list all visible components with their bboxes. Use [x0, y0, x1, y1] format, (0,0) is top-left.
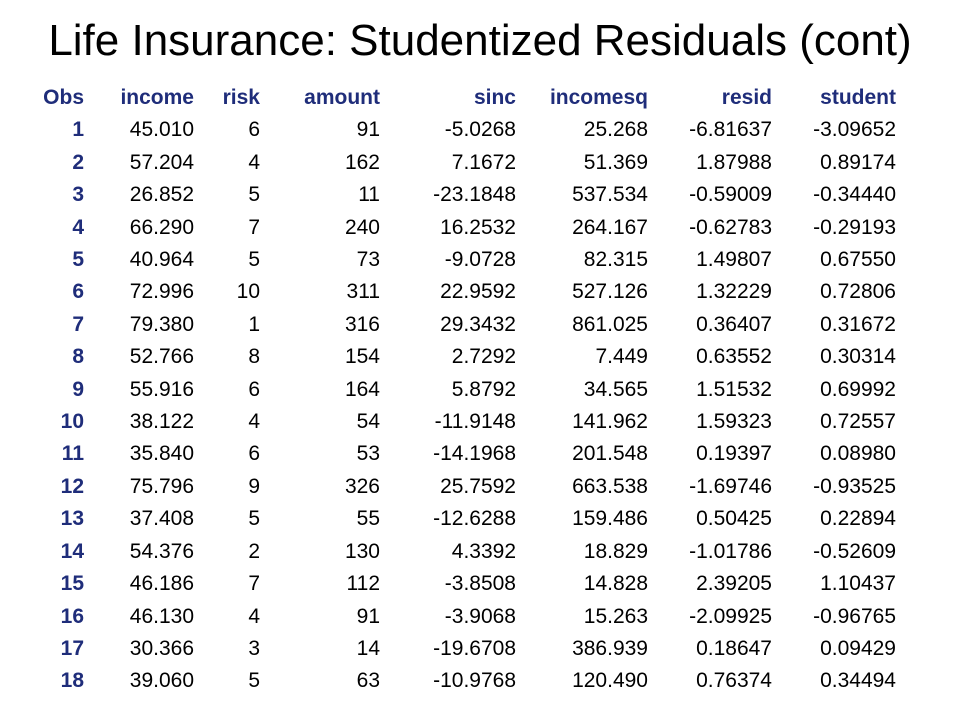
column-header-risk: risk: [222, 86, 260, 109]
cell-risk: 3: [248, 636, 260, 660]
cell-incomesq: 264.167: [572, 215, 648, 239]
cell-incomesq: 141.962: [572, 410, 648, 434]
column-header-incomesq: incomesq: [549, 86, 648, 109]
cell-obs: 18: [60, 669, 84, 693]
cell-incomesq: 7.449: [595, 345, 648, 369]
cell-risk: 4: [248, 604, 260, 628]
cell-amount: 164: [344, 377, 380, 401]
cell-risk: 10: [236, 280, 260, 304]
slide-title: Life Insurance: Studentized Residuals (cont): [48, 16, 912, 65]
cell-amount: 54: [356, 410, 380, 434]
cell-risk: 2: [248, 539, 260, 563]
cell-risk: 6: [248, 377, 260, 401]
cell-obs: 11: [61, 442, 84, 466]
cell-resid: 0.18647: [696, 636, 772, 660]
cell-amount: 63: [356, 669, 380, 693]
cell-resid: 1.51532: [696, 377, 772, 401]
cell-incomesq: 663.538: [572, 474, 648, 498]
cell-resid: 1.59323: [696, 410, 772, 434]
table-row: [24, 341, 896, 373]
cell-amount: 162: [344, 150, 380, 174]
cell-incomesq: 15.263: [583, 604, 648, 628]
table-row: [24, 633, 896, 665]
cell-risk: 7: [248, 572, 260, 596]
cell-risk: 6: [248, 442, 260, 466]
cell-income: 40.964: [129, 248, 194, 272]
cell-amount: 326: [344, 474, 380, 498]
cell-risk: 5: [248, 507, 260, 531]
cell-resid: 0.19397: [696, 442, 772, 466]
cell-resid: 0.63552: [696, 345, 772, 369]
cell-resid: 0.36407: [696, 312, 772, 336]
table-row: [24, 471, 896, 503]
cell-sinc: 29.3432: [440, 312, 516, 336]
cell-student: 0.08980: [820, 442, 896, 466]
cell-sinc: -9.0728: [444, 248, 516, 272]
cell-income: 54.376: [129, 539, 194, 563]
cell-income: 79.380: [129, 312, 194, 336]
cell-amount: 11: [358, 183, 380, 207]
column-header-obs: Obs: [43, 86, 84, 109]
cell-amount: 311: [346, 280, 380, 304]
cell-income: 39.060: [129, 669, 194, 693]
table-row: [24, 244, 896, 276]
column-header-student: student: [820, 86, 896, 109]
cell-income: 45.010: [129, 118, 194, 142]
cell-student: 1.10437: [820, 572, 896, 596]
cell-obs: 16: [60, 604, 84, 628]
table-row: [24, 212, 896, 244]
cell-income: 66.290: [129, 215, 194, 239]
cell-incomesq: 527.126: [572, 280, 648, 304]
cell-incomesq: 82.315: [583, 248, 648, 272]
cell-risk: 5: [248, 669, 260, 693]
cell-sinc: 22.9592: [440, 280, 516, 304]
cell-income: 38.122: [129, 410, 194, 434]
cell-obs: 13: [60, 507, 84, 531]
cell-incomesq: 386.939: [572, 636, 648, 660]
cell-income: 57.204: [129, 150, 194, 174]
cell-risk: 5: [248, 183, 260, 207]
column-header-sinc: sinc: [473, 86, 516, 109]
cell-student: 0.67550: [820, 248, 896, 272]
cell-income: 30.366: [129, 636, 194, 660]
cell-sinc: 5.8792: [451, 377, 516, 401]
cell-sinc: -3.9068: [444, 604, 516, 628]
cell-student: 0.72557: [820, 410, 896, 434]
table-row: [24, 179, 896, 211]
cell-obs: 5: [72, 248, 84, 272]
table-body: [24, 114, 896, 697]
cell-student: 0.34494: [820, 669, 896, 693]
table-row: [24, 276, 896, 308]
cell-obs: 1: [72, 118, 84, 142]
cell-obs: 10: [60, 410, 84, 434]
cell-resid: 0.76374: [696, 669, 772, 693]
table-row: [24, 536, 896, 568]
cell-sinc: -10.9768: [433, 669, 516, 693]
cell-student: -0.93525: [813, 474, 896, 498]
cell-student: 0.72806: [820, 280, 896, 304]
cell-risk: 4: [248, 150, 260, 174]
cell-sinc: -5.0268: [444, 118, 516, 142]
cell-income: 72.996: [129, 280, 194, 304]
residuals-table: [24, 82, 896, 698]
cell-resid: -1.69746: [689, 474, 772, 498]
cell-obs: 12: [60, 474, 84, 498]
cell-resid: 2.39205: [696, 572, 772, 596]
table-row: [24, 665, 896, 697]
cell-obs: 9: [72, 377, 84, 401]
cell-student: 0.69992: [820, 377, 896, 401]
cell-incomesq: 201.548: [572, 442, 648, 466]
cell-resid: 1.49807: [696, 248, 772, 272]
cell-incomesq: 18.829: [583, 539, 648, 563]
cell-incomesq: 51.369: [583, 150, 648, 174]
column-header-resid: resid: [721, 86, 772, 109]
table-header-row: [24, 82, 896, 114]
cell-amount: 55: [356, 507, 380, 531]
cell-amount: 91: [356, 604, 380, 628]
cell-sinc: -12.6288: [433, 507, 516, 531]
cell-risk: 7: [248, 215, 260, 239]
cell-resid: -1.01786: [689, 539, 772, 563]
cell-risk: 5: [248, 248, 260, 272]
cell-student: 0.30314: [820, 345, 896, 369]
table-row: [24, 568, 896, 600]
cell-income: 35.840: [129, 442, 194, 466]
cell-student: -0.52609: [813, 539, 896, 563]
cell-student: -0.29193: [813, 215, 896, 239]
cell-incomesq: 861.025: [572, 312, 648, 336]
cell-amount: 112: [346, 572, 380, 596]
column-header-amount: amount: [304, 86, 380, 109]
cell-incomesq: 25.268: [583, 118, 648, 142]
cell-amount: 316: [344, 312, 380, 336]
cell-amount: 53: [356, 442, 380, 466]
cell-income: 55.916: [129, 377, 194, 401]
cell-obs: 7: [72, 312, 84, 336]
cell-obs: 4: [72, 215, 84, 239]
cell-sinc: 16.2532: [440, 215, 516, 239]
table-row: [24, 374, 896, 406]
table-row: [24, 406, 896, 438]
cell-obs: 2: [72, 150, 84, 174]
cell-obs: 15: [60, 572, 84, 596]
cell-income: 75.796: [129, 474, 194, 498]
cell-sinc: 2.7292: [451, 345, 516, 369]
cell-obs: 14: [60, 539, 84, 563]
cell-sinc: 7.1672: [451, 150, 516, 174]
cell-amount: 14: [356, 636, 380, 660]
cell-risk: 9: [248, 474, 260, 498]
cell-risk: 1: [248, 312, 260, 336]
table-row: [24, 147, 896, 179]
cell-risk: 6: [248, 118, 260, 142]
cell-student: 0.22894: [820, 507, 896, 531]
cell-resid: 1.32229: [696, 280, 772, 304]
cell-incomesq: 120.490: [572, 669, 648, 693]
table-row: [24, 114, 896, 146]
cell-resid: -6.81637: [689, 118, 772, 142]
cell-sinc: -3.8508: [444, 572, 516, 596]
cell-amount: 240: [344, 215, 380, 239]
cell-incomesq: 159.486: [572, 507, 648, 531]
cell-risk: 8: [248, 345, 260, 369]
cell-income: 37.408: [129, 507, 194, 531]
cell-student: -3.09652: [813, 118, 896, 142]
cell-incomesq: 14.828: [583, 572, 648, 596]
cell-sinc: 4.3392: [451, 539, 516, 563]
table-row: [24, 438, 896, 470]
cell-incomesq: 537.534: [572, 183, 648, 207]
cell-income: 52.766: [129, 345, 194, 369]
column-header-income: income: [120, 86, 194, 109]
cell-resid: -0.62783: [689, 215, 772, 239]
cell-amount: 130: [344, 539, 380, 563]
cell-amount: 91: [356, 118, 380, 142]
cell-sinc: -19.6708: [433, 636, 516, 660]
cell-risk: 4: [248, 410, 260, 434]
cell-resid: 0.50425: [696, 507, 772, 531]
cell-student: -0.96765: [813, 604, 896, 628]
cell-sinc: -14.1968: [433, 442, 516, 466]
cell-obs: 8: [72, 345, 84, 369]
table-row: [24, 503, 896, 535]
cell-resid: -0.59009: [689, 183, 772, 207]
cell-student: 0.31672: [820, 312, 896, 336]
cell-sinc: 25.7592: [440, 474, 516, 498]
cell-income: 46.186: [129, 572, 194, 596]
cell-student: 0.09429: [820, 636, 896, 660]
cell-obs: 3: [72, 183, 84, 207]
cell-student: 0.89174: [820, 150, 896, 174]
table-row: [24, 601, 896, 633]
cell-sinc: -23.1848: [433, 183, 516, 207]
cell-student: -0.34440: [813, 183, 896, 207]
cell-incomesq: 34.565: [583, 377, 648, 401]
cell-resid: -2.09925: [689, 604, 772, 628]
cell-sinc: -11.9148: [434, 410, 516, 434]
cell-income: 26.852: [129, 183, 194, 207]
cell-amount: 73: [356, 248, 380, 272]
cell-income: 46.130: [129, 604, 194, 628]
cell-obs: 6: [72, 280, 84, 304]
cell-obs: 17: [60, 636, 84, 660]
table-row: [24, 309, 896, 341]
cell-amount: 154: [344, 345, 380, 369]
cell-resid: 1.87988: [696, 150, 772, 174]
